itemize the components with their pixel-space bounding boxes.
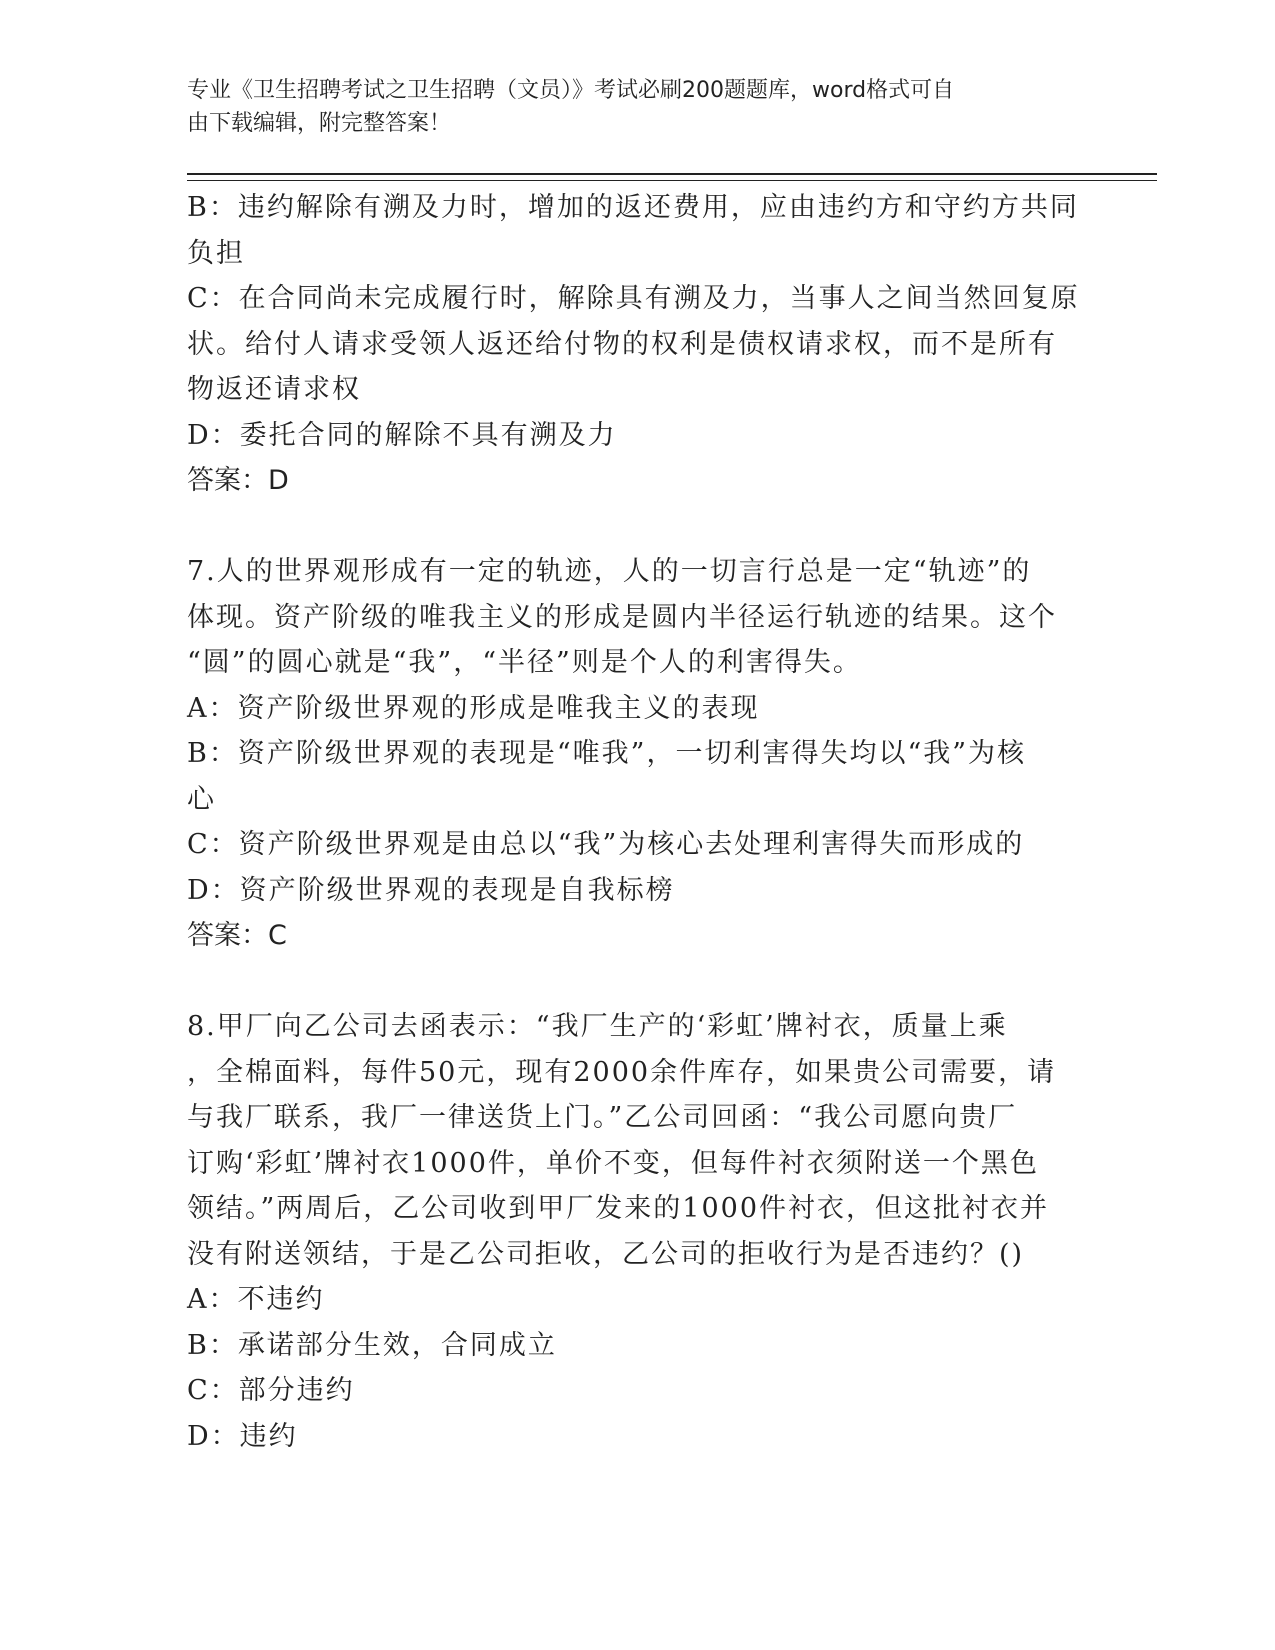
header-rule-thin (187, 180, 1157, 181)
section-spacer (187, 959, 1077, 1005)
q6-option-c-line-3: 物返还请求权 (187, 374, 361, 405)
header-line-1: 专业《卫生招聘考试之卫生招聘（文员）》考试必刷200题题库，word格式可自 (187, 78, 955, 103)
q8-stem-line-3: 与我厂联系，我厂一律送货上门。”乙公司回函：“我公司愿向贵厂 (187, 1102, 1018, 1133)
question-6-continued (187, 185, 1080, 504)
q8-stem-line-5: 领结。”两周后，乙公司收到甲厂发来的1000件衬衣，但这批衬衣并 (187, 1193, 1050, 1224)
q8-stem-line-2: ，全棉面料，每件50元，现有2000余件库存，如果贵公司需要，请 (187, 1056, 1057, 1088)
document-body (187, 185, 1080, 1459)
q7-option-c: C：资产阶级世界观是由总以“我”为核心去处理利害得失而形成的 (187, 829, 1025, 860)
q6-option-b-line-1: B：违约解除有溯及力时，增加的返还费用，应由违约方和守约方共同 (187, 192, 1079, 223)
header-line-2: 由下载编辑，附完整答案！ (187, 111, 452, 136)
q7-stem-line-3: “圆”的圆心就是“我”，“半径”则是个人的利害得失。 (187, 647, 862, 678)
q8-option-b: B：承诺部分生效，合同成立 (187, 1329, 557, 1361)
q8-option-a: A：不违约 (187, 1284, 325, 1315)
q7-option-a: A：资产阶级世界观的形成是唯我主义的表现 (187, 692, 760, 724)
q7-stem-line-2: 体现。资产阶级的唯我主义的形成是圆内半径运行轨迹的结果。这个 (187, 601, 1057, 633)
q7-option-b-line-2: 心 (187, 783, 216, 815)
header-rule-thick (187, 173, 1157, 175)
q8-stem-line-1: 8.甲厂向乙公司去函表示：“我厂生产的‘彩虹’牌衬衣，质量上乘 (187, 1011, 1008, 1042)
q6-option-d: D：委托合同的解除不具有溯及力 (187, 419, 617, 451)
q7-stem-line-1: 7.人的世界观形成有一定的轨迹，人的一切言行总是一定“轨迹”的 (187, 556, 1032, 587)
q6-option-c-line-2: 状。给付人请求受领人返还给付物的权利是债权请求权，而不是所有 (187, 328, 1057, 360)
q8-option-c: C：部分违约 (187, 1375, 355, 1406)
question-7 (187, 549, 1077, 959)
q8-option-d: D：违约 (187, 1420, 298, 1452)
q7-option-b-line-1: B：资产阶级世界观的表现是“唯我”，一切利害得失均以“我”为核 (187, 738, 1027, 769)
q8-stem-line-4: 订购‘彩虹’牌衬衣1000件，单价不变，但每件衬衣须附送一个黑色 (187, 1147, 1039, 1179)
document-header (187, 74, 1067, 140)
q8-stem-line-6: 没有附送领结，于是乙公司拒收，乙公司的拒收行为是否违约？() (187, 1238, 1025, 1270)
q6-option-c-line-1: C：在合同尚未完成履行时，解除具有溯及力，当事人之间当然回复原 (187, 283, 1080, 314)
q6-answer: 答案：D (187, 465, 289, 496)
section-spacer (187, 504, 1077, 550)
q7-option-d: D：资产阶级世界观的表现是自我标榜 (187, 874, 675, 906)
q6-option-b-line-2: 负担 (187, 237, 245, 269)
q7-answer: 答案：C (187, 920, 287, 951)
question-8 (187, 1004, 1077, 1459)
